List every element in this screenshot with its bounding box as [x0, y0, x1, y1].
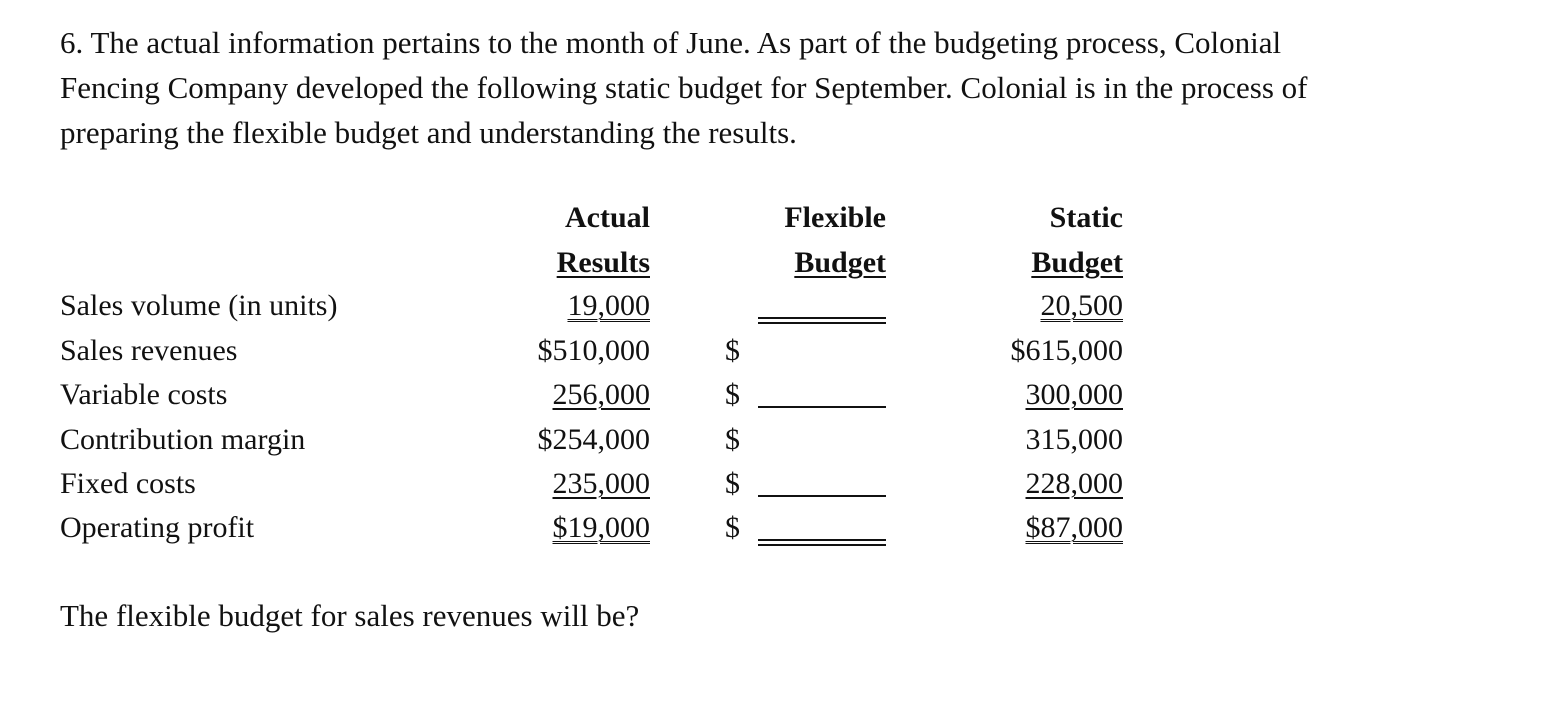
static-sales-revenues: $615,000 [1010, 334, 1123, 367]
problem-line-2: Fencing Company developed the following static budget for September. Colonial is in the process of [60, 70, 1308, 105]
row-label-sales-revenues: Sales revenues [60, 334, 238, 367]
actual-contribution-margin: $254,000 [537, 423, 650, 456]
row-label-sales-volume: Sales volume (in units) [60, 289, 338, 322]
actual-sales-revenues: $510,000 [537, 334, 650, 367]
header-actual-top: Actual [565, 201, 650, 234]
dollar-sign-sales-revenues: $ [725, 334, 740, 367]
static-operating-profit: $87,000 [1025, 511, 1123, 544]
static-contribution-margin: 315,000 [1025, 423, 1123, 456]
actual-sales-volume: 19,000 [567, 289, 650, 322]
problem-line-3: preparing the flexible budget and understanding the results. [60, 115, 797, 150]
row-label-fixed-costs: Fixed costs [60, 467, 196, 500]
actual-operating-profit: $19,000 [552, 511, 650, 544]
header-flexible-bottom: Budget [794, 246, 886, 279]
static-fixed-costs: 228,000 [1025, 467, 1123, 500]
row-label-variable-costs: Variable costs [60, 378, 228, 411]
dollar-sign-contribution-margin: $ [725, 423, 740, 456]
problem-line-1: 6. The actual information pertains to the month of June. As part of the budgeting process, Colonial [60, 25, 1282, 60]
dollar-sign-operating-profit: $ [725, 511, 740, 544]
header-flexible-top: Flexible [784, 201, 886, 234]
header-static-top: Static [1049, 201, 1123, 234]
flexible-sales-volume-blank[interactable] [758, 317, 886, 324]
dollar-sign-fixed-costs: $ [725, 467, 740, 500]
actual-variable-costs: 256,000 [552, 378, 650, 411]
row-label-contribution-margin: Contribution margin [60, 423, 306, 456]
row-label-operating-profit: Operating profit [60, 511, 255, 544]
flexible-operating-profit-blank[interactable] [758, 539, 886, 546]
flexible-fixed-costs-blank[interactable] [758, 495, 886, 497]
actual-fixed-costs: 235,000 [552, 467, 650, 500]
flexible-variable-costs-blank[interactable] [758, 406, 886, 408]
static-sales-volume: 20,500 [1040, 289, 1123, 322]
dollar-sign-variable-costs: $ [725, 378, 740, 411]
static-variable-costs: 300,000 [1025, 378, 1123, 411]
header-static-bottom: Budget [1031, 246, 1123, 279]
question-text: The flexible budget for sales revenues will be? [60, 598, 640, 633]
header-actual-bottom: Results [556, 246, 650, 279]
